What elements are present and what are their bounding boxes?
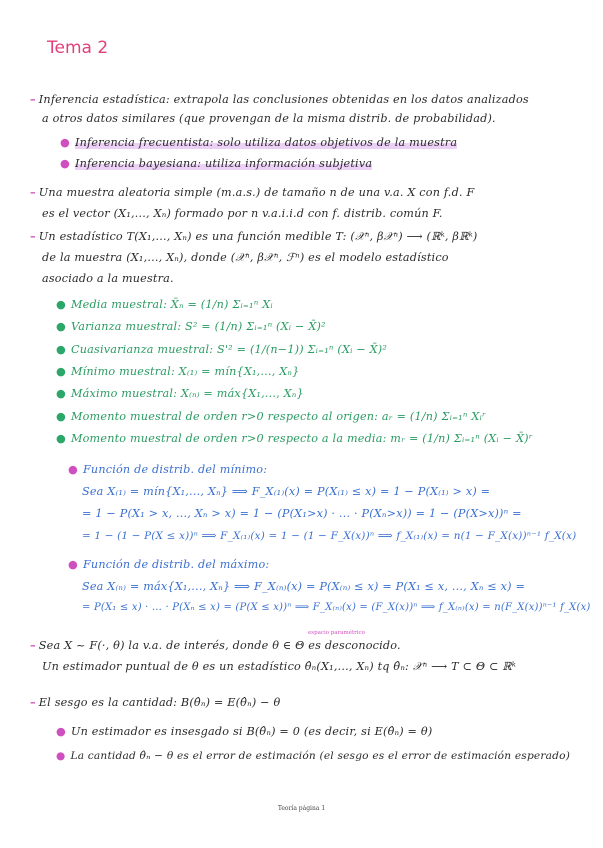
text-line: es el vector (X₁,..., Xₙ) formado por n v.a.i.i.d con f. distrib. común F.	[42, 207, 443, 220]
line-estadistico-cont	[42, 251, 449, 265]
text-line: Cuasivarianza muestral: S'² = (1/(n−1)) Σᵢ₌₁ⁿ (Xᵢ − X̄)²	[70, 343, 388, 356]
line-fd-minimo-1	[82, 485, 490, 498]
text-line: de la muestra (X₁,..., Xₙ), donde (𝒳ⁿ, β𝒳ⁿ, ℱⁿ) es el modelo estadístico	[42, 251, 449, 264]
text-line: La cantidad θ̂ₙ − θ es el error de estimación (el sesgo es el error de estimación esperado)	[70, 750, 571, 762]
line-inferencia-cont	[42, 112, 496, 125]
bullet-icon: ●	[56, 410, 66, 423]
dash-bullet: –	[30, 229, 36, 243]
line-insesgado	[56, 725, 432, 738]
bullet-icon: ●	[60, 157, 70, 170]
bullet-icon: ●	[56, 365, 66, 378]
line-sesgo	[30, 695, 280, 709]
text-line: Momento muestral de orden r>0 respecto a la media: mᵣ = (1/n) Σᵢ₌₁ⁿ (Xᵢ − X̄)ʳ	[70, 432, 533, 445]
line-error-estimacion	[56, 750, 570, 762]
line-minimo	[56, 365, 299, 378]
line-fd-minimo	[68, 463, 267, 476]
line-bayesiana	[60, 157, 372, 170]
line-estimador-puntual	[42, 660, 516, 674]
dash-bullet: –	[30, 185, 36, 199]
line-momento-media	[56, 432, 533, 445]
text-line: Varianza muestral: S² = (1/n) Σᵢ₌₁ⁿ (Xᵢ − X̄)²	[70, 320, 326, 333]
line-media	[56, 298, 273, 311]
text-line: Mínimo muestral: X₍₁₎ = mín{X₁,..., Xₙ}	[70, 365, 300, 378]
bullet-icon: ●	[56, 725, 66, 738]
line-momento-origen	[56, 410, 486, 423]
bullet-icon: ●	[60, 136, 70, 149]
bullet-icon: ●	[68, 558, 78, 571]
text-line: Inferencia estadística: extrapola las conclusiones obtenidas en los datos analizados	[38, 93, 529, 106]
text-line: = 1 − P(X₁ > x, ..., Xₙ > x) = 1 − (P(X₁>x) · ... · P(Xₙ>x)) = 1 − (P(X>x))ⁿ =	[82, 507, 522, 520]
line-mas-cont	[42, 207, 443, 220]
line-fd-minimo-3	[82, 530, 576, 542]
text-line: Un estadístico T(X₁,..., Xₙ) es una función medible T: (𝒳ⁿ, β𝒳ⁿ) ⟶ (ℝᵏ, βℝᵏ)	[38, 230, 478, 243]
bullet-icon: ●	[56, 432, 66, 445]
text-line: = 1 − (1 − P(X ≤ x))ⁿ ⟹ F_X₍₁₎(x) = 1 − (1 − F_X(x))ⁿ ⟹ f_X₍₁₎(x) = n(1 − F_X(x))ⁿ⁻¹ f_X(x)	[82, 530, 577, 542]
text-line: Máximo muestral: X₍ₙ₎ = máx{X₁,..., Xₙ}	[70, 387, 304, 400]
line-frecuentista	[60, 136, 457, 149]
text-line: asociado a la muestra.	[42, 272, 174, 285]
bullet-icon: ●	[56, 343, 66, 356]
text-line: Sea X ~ F(·, θ) la v.a. de interés, donde θ ∈ Θ es desconocido.	[38, 639, 401, 652]
text-line: Función de distrib. del máximo:	[82, 558, 270, 571]
line-cuasivarianza	[56, 343, 387, 356]
text-line: Un estimador es insesgado si B(θ̂ₙ) = 0 (es decir, si E(θ̂ₙ) = θ)	[70, 725, 433, 738]
text-line: Sea X₍₁₎ = mín{X₁,..., Xₙ} ⟹ F_X₍₁₎(x) = P(X₍₁₎ ≤ x) = 1 − P(X₍₁₎ > x) =	[82, 485, 491, 498]
text-line: Un estimador puntual de θ es un estadístico θ̂ₙ(X₁,..., Xₙ) tq θ̂ₙ: 𝒳ⁿ ⟶ T ⊂ Θ ⊂ ℝᵏ	[42, 660, 517, 673]
line-maximo	[56, 387, 304, 400]
text-line: Inferencia frecuentista: solo utiliza datos objetivos de la muestra	[74, 136, 458, 149]
text-line: = P(X₁ ≤ x) · ... · P(Xₙ ≤ x) = (P(X ≤ x))ⁿ ⟹ F_X₍ₙ₎(x) = (F_X(x))ⁿ ⟹ f_X₍ₙ₎(x) = n(F_X(x))ⁿ⁻¹ f_X(x)	[82, 602, 591, 613]
page-title: Tema 2	[47, 38, 109, 58]
line-fd-minimo-2	[82, 507, 522, 520]
dash-bullet: –	[30, 92, 36, 106]
text-line: a otros datos similares (que provengan de la misma distrib. de probabilidad).	[42, 112, 496, 125]
line-estadistico	[30, 229, 477, 244]
line-fd-maximo-2	[82, 602, 591, 613]
line-inferencia	[30, 92, 529, 106]
bullet-icon: ●	[56, 298, 66, 311]
line-mas	[30, 185, 474, 199]
line-fd-maximo	[68, 558, 269, 571]
line-sea-X	[30, 638, 401, 652]
dash-bullet: –	[30, 638, 36, 652]
text-line: Una muestra aleatoria simple (m.a.s.) de tamaño n de una v.a. X con f.d. F	[38, 186, 475, 199]
line-varianza	[56, 320, 326, 333]
text-line: Función de distrib. del mínimo:	[82, 463, 268, 476]
bullet-icon: ●	[56, 320, 66, 333]
text-line: Inferencia bayesiana: utiliza información subjetiva	[74, 157, 373, 170]
line-estadistico-cont2	[42, 272, 174, 285]
text-line: Media muestral: X̄ₙ = (1/n) Σᵢ₌₁ⁿ Xᵢ	[70, 298, 273, 311]
text-line: Sea X₍ₙ₎ = máx{X₁,..., Xₙ} ⟹ F_X₍ₙ₎(x) = P(X₍ₙ₎ ≤ x) = P(X₁ ≤ x, ..., Xₙ ≤ x) =	[82, 580, 526, 593]
text-line: Momento muestral de orden r>0 respecto al origen: aᵣ = (1/n) Σᵢ₌₁ⁿ Xᵢʳ	[70, 410, 487, 423]
dash-bullet: –	[30, 695, 36, 709]
annotation-espacio-parametrico: espacio paramétrico	[308, 630, 365, 636]
bullet-icon: ●	[56, 750, 66, 762]
line-fd-maximo-1	[82, 580, 525, 593]
page-footer: Teoría página 1	[277, 805, 326, 812]
bullet-icon: ●	[56, 387, 66, 400]
bullet-icon: ●	[68, 463, 78, 476]
text-line: El sesgo es la cantidad: B(θ̂ₙ) = E(θ̂ₙ) − θ	[38, 696, 281, 709]
